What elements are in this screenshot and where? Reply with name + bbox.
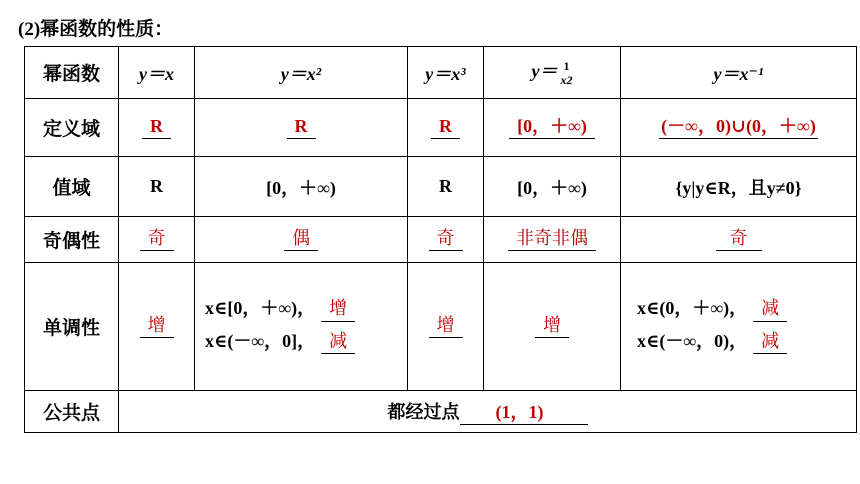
mono-xinv-interval-2: x∈(－∞，0)， — [637, 330, 748, 351]
header-row — [25, 47, 857, 99]
mono-value-3: 增 — [429, 316, 463, 339]
range-value-3: R — [408, 157, 484, 217]
parity-cell-2 — [195, 217, 408, 263]
common-point-prefix: 都经过点 — [387, 402, 460, 424]
header-y-eq-x2: y＝x² — [195, 47, 408, 99]
common-point-value: (1，1) — [460, 402, 588, 425]
mono-cell-4 — [484, 263, 621, 391]
header-y-eq-x-half — [484, 47, 621, 99]
section-title: (2)幂函数的性质： — [18, 19, 174, 40]
common-point-cell — [119, 391, 857, 433]
monotonicity-row — [25, 263, 857, 391]
range-value-1: R — [119, 157, 195, 217]
row-label-common-point: 公共点 — [25, 391, 119, 433]
domain-value-3: R — [431, 116, 460, 139]
parity-value-5: 奇 — [716, 229, 762, 252]
parity-cell-3 — [408, 217, 484, 263]
header-y-eq-x-inv: y＝x⁻¹ — [621, 47, 857, 99]
domain-cell-2 — [195, 99, 408, 157]
row-label-monotonicity: 单调性 — [25, 263, 119, 391]
parity-row — [25, 217, 857, 263]
domain-cell-3 — [408, 99, 484, 157]
mono-x2-line-2 — [195, 332, 407, 355]
exponent-fraction — [561, 59, 573, 88]
mono-x2-line-1 — [195, 299, 407, 322]
domain-value-2: R — [287, 116, 316, 139]
power-function-properties-table — [24, 46, 857, 433]
domain-value-1: R — [142, 116, 171, 139]
header-y-eq-label: y＝ — [531, 61, 558, 82]
mono-xinv-line-2 — [621, 332, 856, 355]
range-value-2: [0，＋∞) — [195, 157, 408, 217]
header-y-eq-x3: y＝x³ — [408, 47, 484, 99]
domain-cell-4 — [484, 99, 621, 157]
mono-cell-1 — [119, 263, 195, 391]
row-label-power-function: 幂函数 — [25, 47, 119, 99]
mono-value-1: 增 — [140, 316, 174, 339]
parity-cell-5 — [621, 217, 857, 263]
parity-value-4: 非奇非偶 — [508, 229, 596, 252]
mono-x2-interval-1: x∈[0，＋∞)， — [205, 297, 316, 318]
row-label-parity: 奇偶性 — [25, 217, 119, 263]
row-label-range: 值域 — [25, 157, 119, 217]
common-point-row — [25, 391, 857, 433]
range-value-5: {y|y∈R，且y≠0} — [621, 157, 857, 217]
range-row — [25, 157, 857, 217]
header-y-eq-x: y＝x — [119, 47, 195, 99]
mono-cell-2 — [195, 263, 408, 391]
mono-x2-fill-1: 增 — [321, 299, 355, 322]
domain-cell-5 — [621, 99, 857, 157]
row-label-domain: 定义域 — [25, 99, 119, 157]
mono-xinv-fill-1: 减 — [753, 299, 787, 322]
domain-cell-1 — [119, 99, 195, 157]
range-value-4: [0，＋∞) — [484, 157, 621, 217]
parity-cell-4 — [484, 217, 621, 263]
mono-value-4: 增 — [535, 316, 569, 339]
mono-x2-interval-2: x∈(－∞，0]， — [205, 330, 316, 351]
fraction-numerator: 1 — [563, 58, 570, 73]
parity-value-2: 偶 — [284, 229, 318, 252]
mono-xinv-fill-2: 减 — [753, 332, 787, 355]
parity-value-3: 奇 — [429, 229, 463, 252]
parity-value-1: 奇 — [140, 229, 174, 252]
fraction-denominator: x2 — [560, 73, 573, 88]
domain-value-4: [0，＋∞) — [509, 116, 595, 139]
domain-value-5: (－∞，0)∪(0，＋∞) — [659, 116, 818, 139]
mono-cell-3 — [408, 263, 484, 391]
mono-x2-fill-2: 减 — [321, 332, 355, 355]
domain-row — [25, 99, 857, 157]
mono-xinv-line-1 — [621, 299, 856, 322]
mono-cell-5 — [621, 263, 857, 391]
mono-xinv-interval-1: x∈(0，＋∞)， — [637, 297, 748, 318]
parity-cell-1 — [119, 217, 195, 263]
